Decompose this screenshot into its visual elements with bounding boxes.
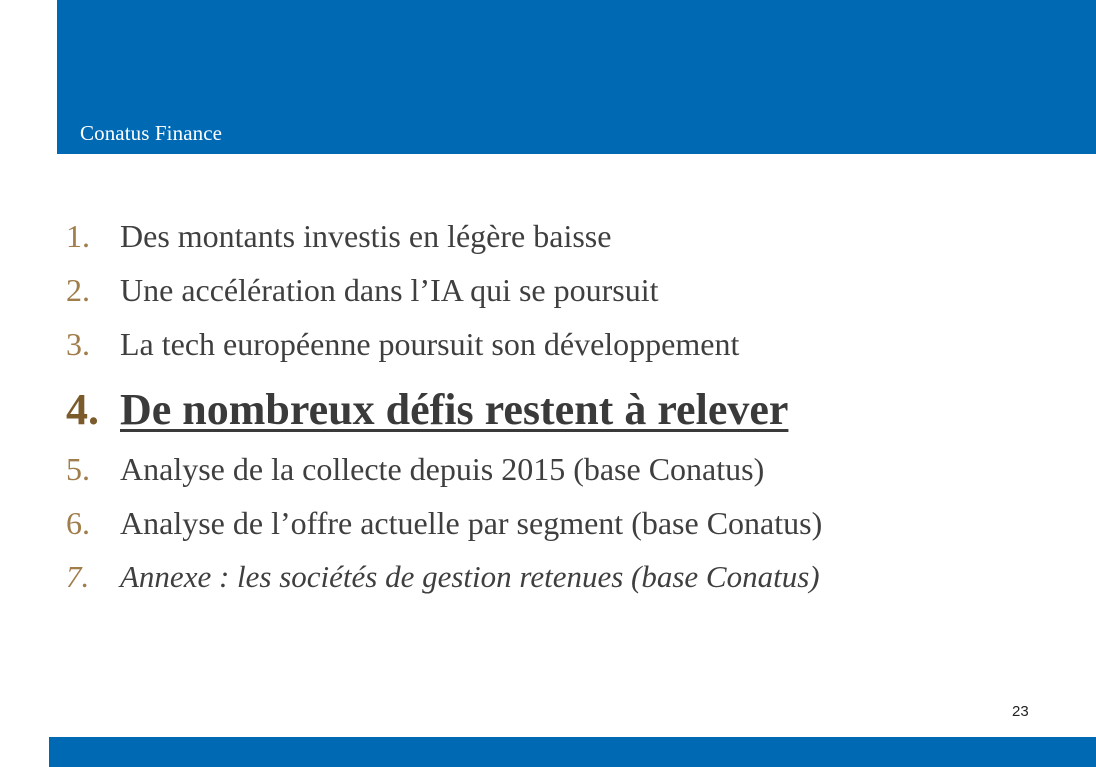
agenda-list xyxy=(66,218,822,613)
agenda-text: Analyse de la collecte depuis 2015 (base Conatus) xyxy=(120,451,765,487)
agenda-item-6 xyxy=(66,505,822,559)
agenda-number: 2. xyxy=(66,272,90,308)
agenda-text: Une accélération dans l’IA qui se poursuit xyxy=(120,272,659,308)
agenda-text: De nombreux défis restent à relever xyxy=(120,385,789,434)
agenda-text: La tech européenne poursuit son développement xyxy=(120,326,740,362)
brand-name: Conatus Finance xyxy=(80,121,223,145)
agenda-item-7 xyxy=(66,559,822,613)
agenda-item-1 xyxy=(66,218,822,272)
agenda-number: 1. xyxy=(66,218,90,254)
agenda-text: Annexe : les sociétés de gestion retenues (base Conatus) xyxy=(120,559,820,594)
agenda-number: 4. xyxy=(66,385,99,434)
agenda-item-2 xyxy=(66,272,822,326)
agenda-text: Des montants investis en légère baisse xyxy=(120,218,612,254)
agenda-item-3 xyxy=(66,326,822,380)
page-number: 23 xyxy=(1012,703,1029,720)
agenda-text: Analyse de l’offre actuelle par segment (base Conatus) xyxy=(120,505,823,541)
agenda-number: 7. xyxy=(66,559,90,594)
agenda-number: 3. xyxy=(66,326,90,362)
agenda-item-4-current xyxy=(66,384,822,451)
footer-band xyxy=(49,737,1096,767)
agenda-item-5 xyxy=(66,451,822,505)
agenda-number: 6. xyxy=(66,505,90,541)
agenda-number: 5. xyxy=(66,451,90,487)
